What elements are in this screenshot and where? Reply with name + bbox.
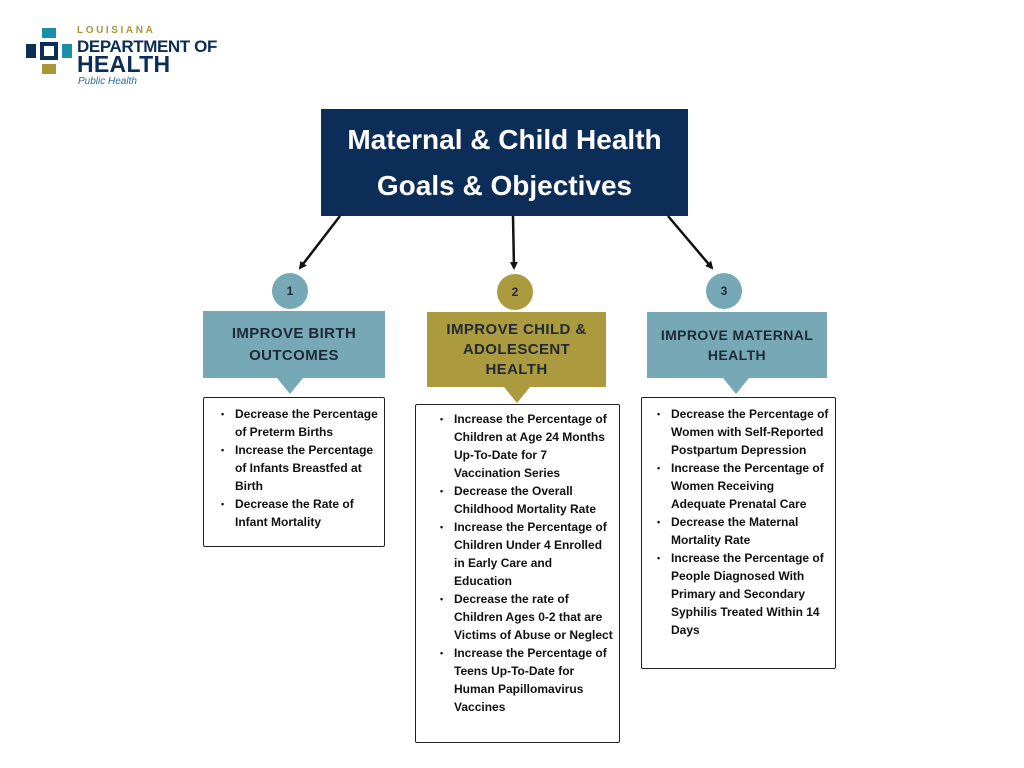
goal-2-heading: IMPROVE CHILD & ADOLESCENT HEALTH	[427, 312, 606, 387]
objective-item: • Decrease the Percentage of Preterm Births	[235, 405, 378, 441]
title-box	[321, 109, 688, 216]
arrow-to-goal-1	[300, 216, 340, 268]
objective-item: • Decrease the Overall Childhood Mortality Rate	[454, 482, 613, 518]
logo-department: DEPARTMENT OF	[77, 37, 217, 56]
objective-item: • Increase the Percentage of Teens Up-To-Date for Human Papillomavirus Vaccines	[454, 644, 613, 716]
objective-item: • Increase the Percentage of Infants Breastfed at Birth	[235, 441, 378, 495]
title-line-1: Maternal & Child Health	[347, 124, 662, 155]
goal-1-objectives	[203, 397, 385, 547]
ldh-logo	[26, 24, 226, 94]
objective-item: • Decrease the Percentage of Women with Self-Reported Postpartum Depression	[671, 405, 829, 459]
goal-3-number: 3	[706, 273, 742, 309]
objective-item: • Decrease the rate of Children Ages 0-2 that are Victims of Abuse or Neglect	[454, 590, 613, 644]
title-line-2: Goals & Objectives	[376, 170, 633, 201]
logo-subtitle: Public Health	[78, 76, 137, 87]
logo-state: LOUISIANA	[77, 25, 156, 36]
goal-2-pointer	[504, 387, 530, 403]
goal-3-pointer	[723, 378, 749, 394]
arrow-to-goal-3	[668, 216, 712, 268]
objective-item: • Decrease the Maternal Mortality Rate	[671, 513, 829, 549]
goal-1-number: 1	[272, 273, 308, 309]
objective-item: • Increase the Percentage of Women Receiving Adequate Prenatal Care	[671, 459, 829, 513]
arrow-to-goal-2	[513, 216, 514, 268]
logo-health: HEALTH	[77, 51, 171, 77]
objective-item: • Increase the Percentage of People Diagnosed With Primary and Secondary Syphilis Treated Within 14 Days	[671, 549, 829, 639]
objective-item: • Increase the Percentage of Children Under 4 Enrolled in Early Care and Education	[454, 518, 613, 590]
objective-item: • Decrease the Rate of Infant Mortality	[235, 495, 378, 531]
goal-1-pointer	[277, 378, 303, 394]
goal-2-objectives	[415, 404, 620, 743]
cross-logo-icon	[26, 28, 72, 74]
goal-2-number: 2	[497, 274, 533, 310]
goal-3-heading: IMPROVE MATERNAL HEALTH	[647, 312, 827, 378]
goal-1-heading: IMPROVE BIRTH OUTCOMES	[203, 311, 385, 378]
goal-3-objectives	[641, 397, 836, 669]
objective-item: • Increase the Percentage of Children at Age 24 Months Up-To-Date for 7 Vaccination Series	[454, 410, 613, 482]
